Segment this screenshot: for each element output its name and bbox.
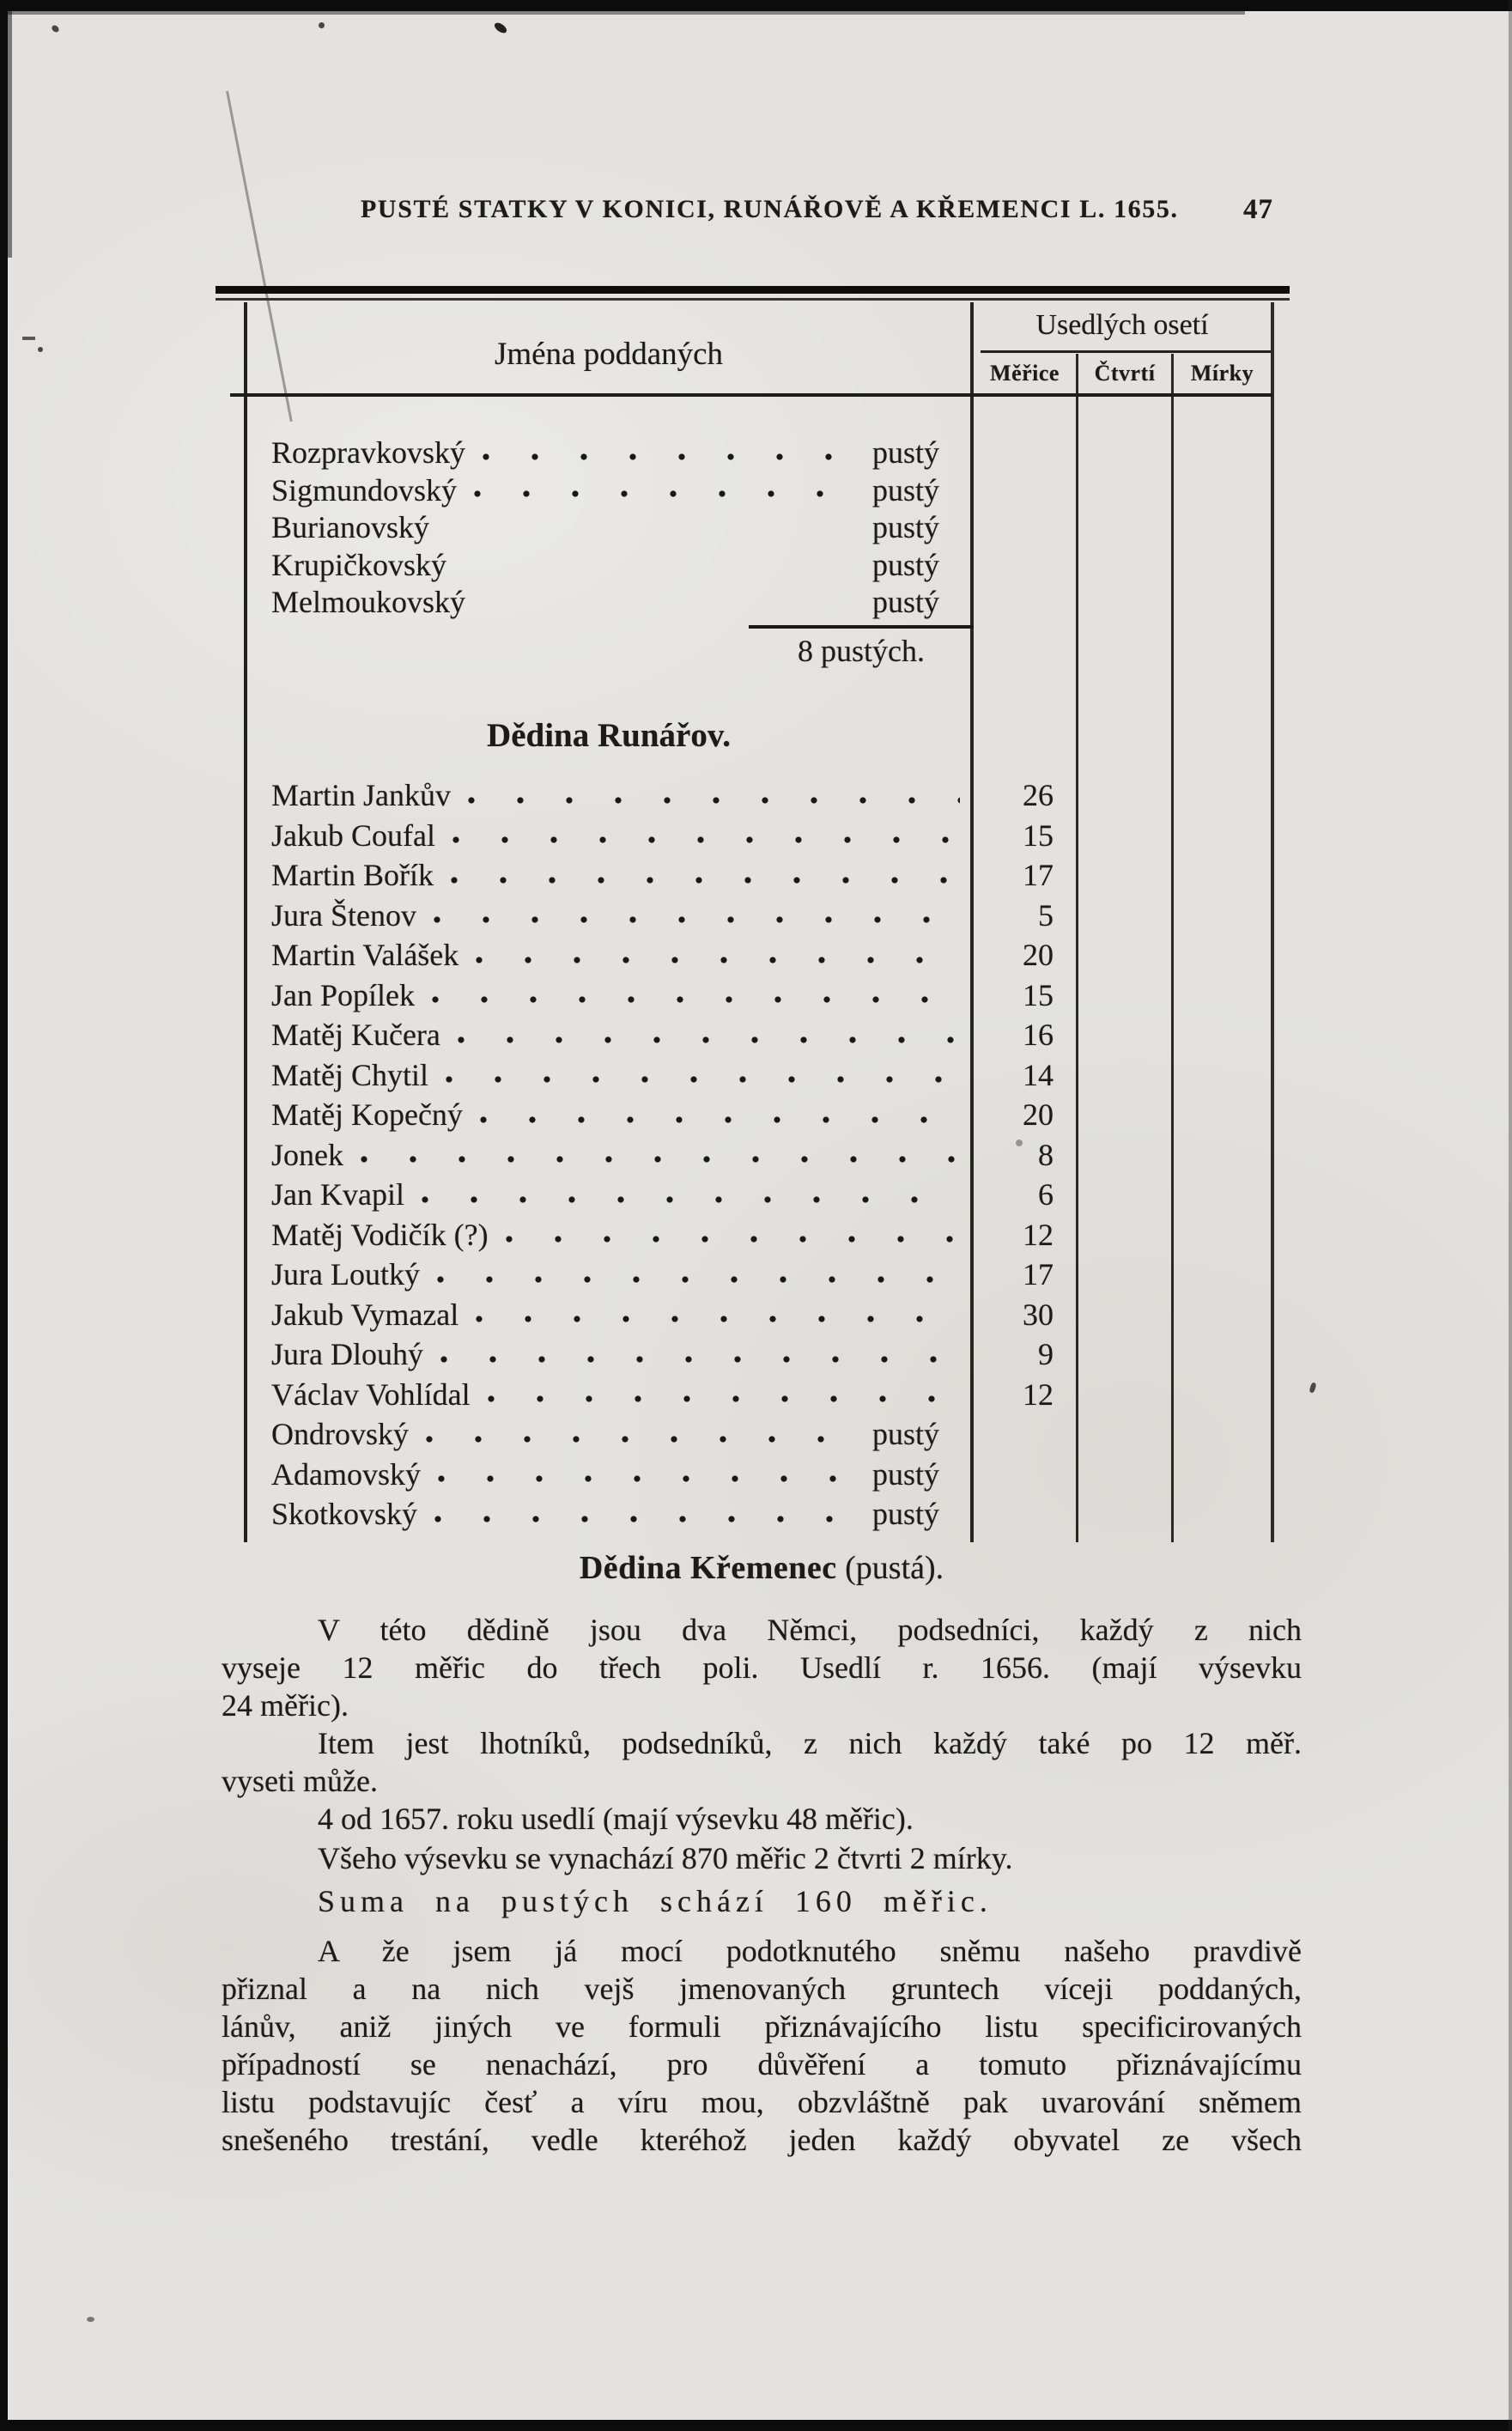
column-header-merice: Měřice bbox=[990, 361, 1060, 386]
merice-value: 26 bbox=[1023, 778, 1054, 812]
merice-value: 6 bbox=[1038, 1177, 1054, 1212]
section-heading-kremenec bbox=[222, 1549, 1302, 1587]
paragraph-line: lánův, aniž jiných ve formuli přiznávajícího listu specificirovaných bbox=[222, 2009, 1302, 2044]
page-number: 47 bbox=[1243, 194, 1273, 225]
column-group-header: Usedlých osetí bbox=[1035, 309, 1209, 341]
dot-leader bbox=[476, 1316, 960, 1322]
merice-value: 17 bbox=[1023, 1257, 1054, 1291]
pusty-value: pustý bbox=[872, 547, 940, 582]
merice-value: 20 bbox=[1023, 1097, 1054, 1132]
scan-speck bbox=[493, 21, 508, 35]
dot-leader bbox=[437, 1276, 960, 1283]
table-row bbox=[247, 1494, 1272, 1535]
dot-leader bbox=[476, 957, 960, 963]
paragraph bbox=[222, 1839, 1302, 1877]
summary-rule bbox=[749, 625, 974, 629]
table-row bbox=[247, 1055, 1272, 1096]
table-row bbox=[247, 1334, 1272, 1375]
scan-edge-top-shadow bbox=[0, 11, 1245, 15]
paragraph-line: 4 od 1657. roku usedlí (mají výsevku 48 měřic). bbox=[318, 1802, 914, 1836]
scan-edge-right bbox=[1509, 0, 1512, 2431]
dot-leader bbox=[452, 836, 960, 843]
dot-leader bbox=[422, 1196, 960, 1203]
table-row bbox=[247, 547, 1272, 585]
subject-name: Jakub Coufal bbox=[271, 817, 435, 853]
paragraph bbox=[222, 1882, 1302, 1920]
paragraph-line: 24 měřic). bbox=[222, 1688, 349, 1723]
table-top-rule bbox=[216, 286, 1290, 294]
subject-name: Matěj Vodičík (?) bbox=[271, 1217, 489, 1252]
table-row bbox=[247, 896, 1272, 936]
paragraph-line: Item jest lhotníků, podsedníků, z nich každý také po 12 měř. bbox=[318, 1726, 1302, 1760]
paragraph-line: Suma na pustých schází 160 měřic. bbox=[318, 1884, 993, 1918]
dot-leader bbox=[361, 1156, 960, 1163]
pusty-value: pustý bbox=[872, 435, 940, 470]
dot-leader bbox=[446, 528, 860, 535]
table-row bbox=[247, 1015, 1272, 1055]
pusty-value: pustý bbox=[872, 472, 940, 507]
subject-name: Jura Dlouhý bbox=[271, 1337, 423, 1371]
subject-name: Melmoukovský bbox=[271, 585, 466, 619]
scan-edge-left-shadow bbox=[8, 0, 12, 258]
merice-value: 8 bbox=[1038, 1137, 1054, 1172]
scan-edge-bottom bbox=[0, 2420, 1512, 2431]
merice-value: 15 bbox=[1023, 817, 1054, 853]
dot-leader bbox=[434, 1516, 860, 1522]
table-row bbox=[247, 855, 1272, 896]
table-row bbox=[247, 975, 1272, 1016]
column-header-mirky: Mírky bbox=[1190, 361, 1254, 386]
merice-value: 16 bbox=[1023, 1018, 1054, 1052]
section-heading-runarov: Dědina Runářov. bbox=[487, 717, 731, 754]
paragraph-line: případností se nenachází, pro důvěření a tomuto přiznávajícímu bbox=[222, 2047, 1302, 2082]
paragraph-line: přiznal a na nich vejš jmenovaných gruntech víceji poddaných, bbox=[222, 1972, 1302, 2006]
merice-value: 12 bbox=[1023, 1217, 1054, 1252]
subject-name: Krupičkovský bbox=[271, 547, 446, 582]
paragraph-line: vyseje 12 měřic do třech poli. Usedlí r. 1656. (mají výsevku bbox=[222, 1650, 1302, 1685]
dot-leader bbox=[474, 490, 860, 497]
scan-speck bbox=[38, 347, 43, 352]
subject-name: Sigmundovský bbox=[271, 472, 458, 507]
dot-leader bbox=[468, 797, 960, 804]
subject-name: Martin Jankův bbox=[271, 778, 451, 812]
subject-name: Matěj Kučera bbox=[271, 1018, 440, 1052]
subject-name: Matěj Kopečný bbox=[271, 1097, 463, 1132]
dot-leader bbox=[426, 1436, 860, 1443]
pusty-value: pustý bbox=[872, 1456, 940, 1492]
subject-name: Václav Vohlídal bbox=[271, 1377, 471, 1412]
dot-leader bbox=[483, 603, 860, 610]
table-row bbox=[247, 1375, 1272, 1415]
scan-edge-left bbox=[0, 0, 8, 2431]
subject-name: Matěj Chytil bbox=[271, 1057, 428, 1092]
table-section-konice bbox=[247, 435, 1272, 622]
table-top-rule-thin bbox=[216, 298, 1290, 301]
subject-name: Skotkovský bbox=[271, 1497, 418, 1531]
dot-leader bbox=[438, 1475, 860, 1482]
body-paragraphs bbox=[222, 1611, 1302, 2159]
paragraph-line: V této dědině jsou dva Němci, podsedníci, každý z nich bbox=[318, 1613, 1302, 1647]
paragraph-line: listu podstavujíc česť a víru mou, obzvláštně pak uvarování sněmem bbox=[222, 2085, 1302, 2119]
pusty-value: pustý bbox=[872, 1417, 940, 1451]
table-row bbox=[247, 775, 1272, 816]
dot-leader bbox=[483, 453, 860, 460]
paragraph-line: snešeného trestání, vedle kteréhož jeden každý obyvatel ze všech bbox=[222, 2123, 1302, 2157]
subject-name: Jura Loutký bbox=[271, 1257, 420, 1291]
table-row bbox=[247, 1255, 1272, 1295]
scan-speck bbox=[1309, 1382, 1316, 1393]
paragraph-line: A že jsem já mocí podotknutého sněmu našeho pravdivě bbox=[318, 1934, 1302, 1968]
paragraph bbox=[222, 1611, 1302, 1724]
paragraph bbox=[222, 1724, 1302, 1800]
subject-name: Jura Štenov bbox=[271, 897, 416, 933]
dot-leader bbox=[488, 1395, 960, 1402]
merice-value: 30 bbox=[1023, 1297, 1054, 1332]
running-header: PUSTÉ STATKY V KONICI, RUNÁŘOVĚ A KŘEMENCI L. 1655. bbox=[361, 195, 1179, 223]
pusty-value: pustý bbox=[872, 585, 940, 619]
subject-name: Martin Bořík bbox=[271, 858, 434, 892]
table-row bbox=[247, 816, 1272, 856]
kremenec-suffix: (pustá). bbox=[836, 1550, 944, 1586]
scan-speck bbox=[51, 24, 60, 33]
table-group-header-rule bbox=[981, 350, 1271, 353]
dot-leader bbox=[480, 1116, 960, 1123]
merice-value: 5 bbox=[1038, 897, 1054, 933]
table-row bbox=[247, 1414, 1272, 1455]
subject-name: Jonek bbox=[271, 1137, 343, 1172]
subject-name: Jan Kvapil bbox=[271, 1177, 404, 1212]
merice-value: 12 bbox=[1023, 1377, 1054, 1412]
dot-leader bbox=[458, 1036, 960, 1043]
summary-pustych: 8 pustých. bbox=[798, 634, 925, 668]
merice-value: 9 bbox=[1038, 1337, 1054, 1371]
table-section-runarov bbox=[247, 775, 1272, 1535]
table-row bbox=[247, 935, 1272, 975]
subject-name: Jakub Vymazal bbox=[271, 1297, 459, 1332]
table-row bbox=[247, 1215, 1272, 1255]
table-row bbox=[247, 509, 1272, 547]
column-header-names: Jména poddaných bbox=[494, 337, 724, 372]
subject-name: Jan Popílek bbox=[271, 977, 415, 1012]
table-row bbox=[247, 1295, 1272, 1335]
table-row bbox=[247, 584, 1272, 622]
table-row bbox=[247, 472, 1272, 510]
merice-value: 14 bbox=[1023, 1057, 1054, 1092]
dot-leader bbox=[432, 996, 960, 1003]
merice-value: 15 bbox=[1023, 977, 1054, 1012]
paragraph bbox=[222, 1800, 1302, 1838]
subject-name: Ondrovský bbox=[271, 1417, 409, 1451]
dot-leader bbox=[451, 877, 960, 884]
column-header-ctvrti: Čtvrtí bbox=[1094, 361, 1156, 386]
subject-name: Martin Valášek bbox=[271, 938, 459, 972]
table-row bbox=[247, 1175, 1272, 1215]
scan-speck bbox=[319, 22, 325, 28]
scan-speck bbox=[87, 2317, 94, 2322]
table-row bbox=[247, 1455, 1272, 1495]
pusty-value: pustý bbox=[872, 1497, 940, 1531]
paragraph-line: Všeho výsevku se vynachází 870 měřic 2 čtvrti 2 mírky. bbox=[318, 1841, 1013, 1875]
dot-leader bbox=[434, 916, 960, 923]
scan-edge-top bbox=[0, 0, 1512, 11]
kremenec-name: Dědina Křemenec bbox=[579, 1550, 837, 1586]
subject-name: Rozpravkovský bbox=[271, 435, 465, 470]
merice-value: 20 bbox=[1023, 938, 1054, 972]
dot-leader bbox=[446, 1076, 960, 1083]
dot-leader bbox=[440, 1356, 960, 1363]
table-row bbox=[247, 1135, 1272, 1176]
dot-leader bbox=[464, 565, 860, 572]
subject-name: Adamovský bbox=[271, 1456, 421, 1492]
scan-speck bbox=[22, 337, 35, 340]
merice-value: 17 bbox=[1023, 858, 1054, 892]
subject-name: Burianovský bbox=[271, 510, 429, 544]
table-row bbox=[247, 435, 1272, 472]
dot-leader bbox=[506, 1236, 960, 1243]
paragraph-line: vyseti může. bbox=[222, 1764, 378, 1798]
table-row bbox=[247, 1095, 1272, 1135]
paragraph bbox=[222, 1932, 1302, 2159]
table-header-rule bbox=[230, 393, 1272, 397]
pusty-value: pustý bbox=[872, 510, 940, 544]
